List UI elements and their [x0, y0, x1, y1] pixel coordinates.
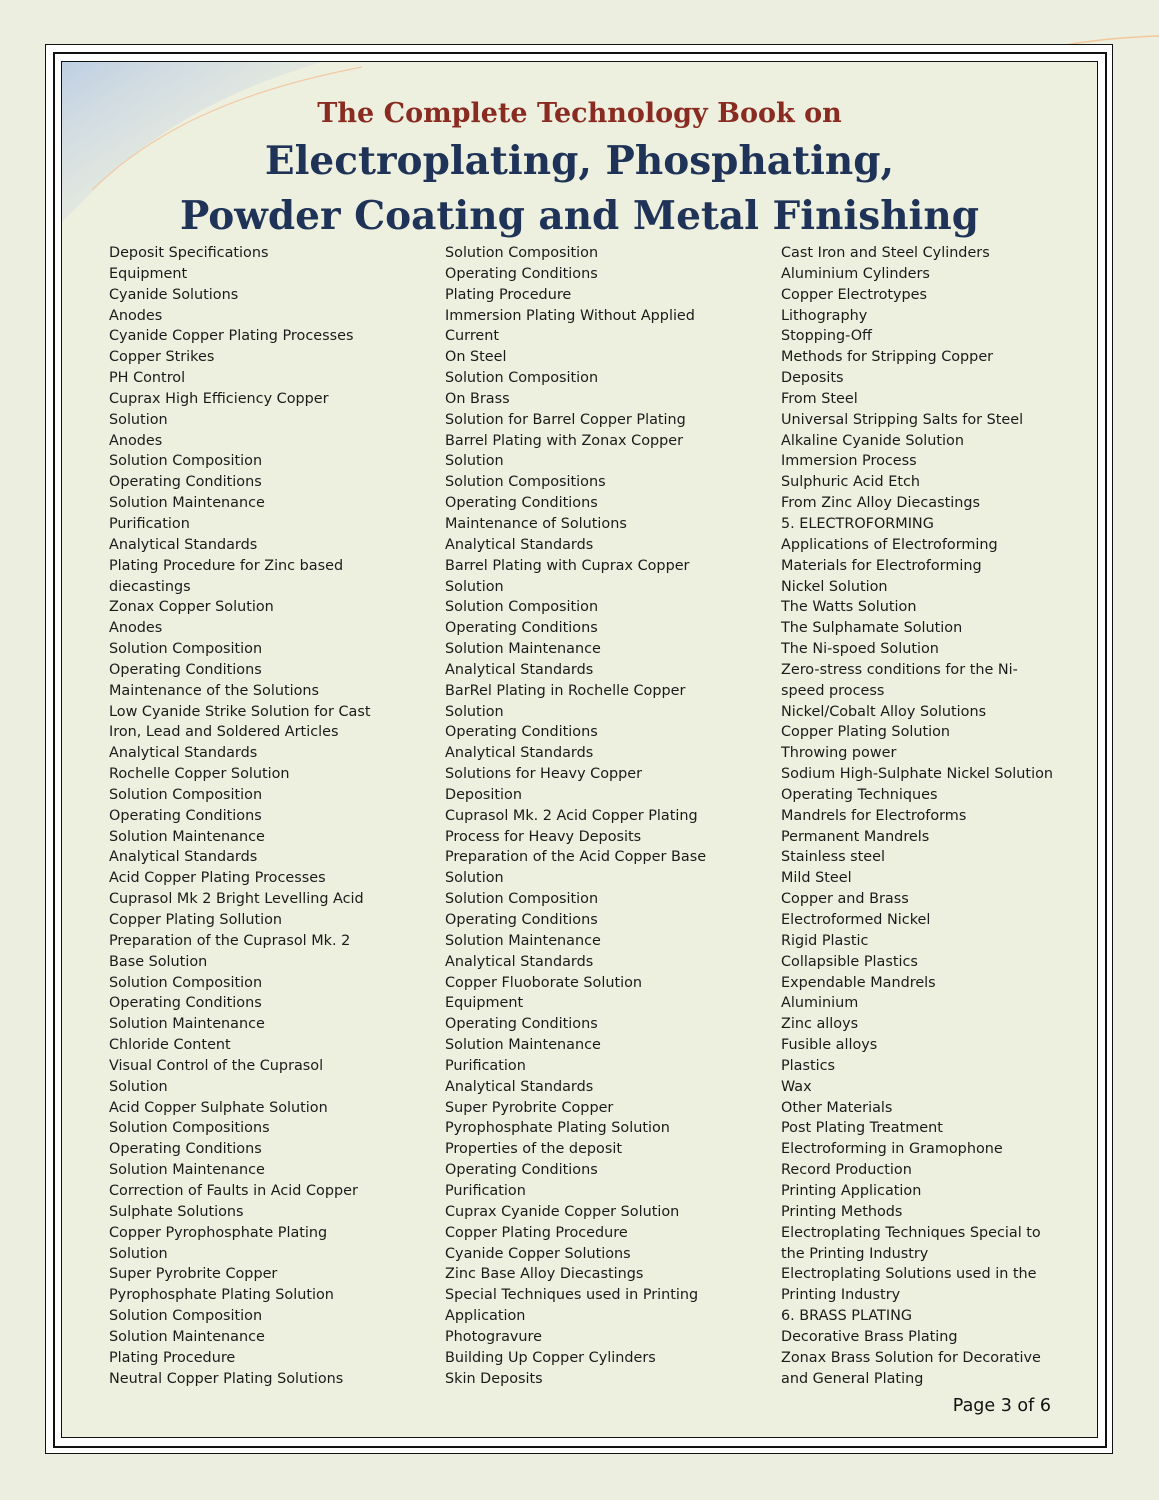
contents-entry: Operating Conditions	[445, 1016, 598, 1033]
contents-entry: Solution Composition	[445, 599, 599, 616]
contents-entry: Neutral Copper Plating Solutions	[109, 1370, 344, 1387]
contents-entry: Stainless steel	[781, 849, 885, 866]
contents-entry: Decorative Brass Plating	[781, 1328, 958, 1345]
contents-entry: Acid Copper Plating Processes	[109, 870, 326, 887]
contents-entry: PH Control	[109, 370, 186, 387]
contents-entry: Nickel/Cobalt Alloy Solutions	[781, 703, 987, 720]
contents-entry: Copper Pyrophosphate Plating	[109, 1224, 328, 1241]
contents-entry: Aluminium Cylinders	[781, 265, 930, 282]
contents-entry: Solution Composition	[109, 786, 263, 803]
contents-entry: Iron, Lead and Soldered Articles	[109, 724, 339, 741]
contents-entry: Methods for Stripping Copper	[781, 349, 994, 366]
contents-entry: Plating Procedure	[445, 286, 572, 303]
contents-entry: Building Up Copper Cylinders	[445, 1349, 656, 1366]
contents-entry: Stopping-Off	[781, 328, 872, 345]
contents-entry: Solution Composition	[109, 453, 263, 470]
contents-entry: Analytical Standards	[445, 745, 594, 762]
contents-entry: Copper Strikes	[109, 349, 215, 366]
contents-entry: Zinc Base Alloy Diecastings	[445, 1266, 644, 1283]
contents-entry: Super Pyrobrite Copper	[109, 1266, 278, 1283]
contents-column-2	[445, 243, 706, 1389]
contents-entry: Operating Conditions	[445, 1162, 598, 1179]
contents-entry: Other Materials	[781, 1099, 893, 1116]
contents-entry: Solution Maintenance	[109, 495, 265, 512]
contents-entry: Solution Composition	[445, 370, 599, 387]
contents-entry: Collapsible Plastics	[781, 953, 918, 970]
contents-entry: Aluminium	[781, 995, 859, 1012]
contents-entry: Pyrophosphate Plating Solution	[445, 1120, 670, 1137]
contents-entry: Lithography	[781, 307, 868, 324]
contents-entry: Solution	[109, 1078, 168, 1095]
contents-entry: Solution for Barrel Copper Plating	[445, 411, 686, 428]
contents-entry: Materials for Electroforming	[781, 557, 982, 574]
contents-entry: Process for Heavy Deposits	[445, 828, 642, 845]
contents-entry: Solution Maintenance	[445, 641, 601, 658]
contents-entry: Preparation of the Cuprasol Mk. 2	[109, 932, 351, 949]
contents-entry: Applications of Electroforming	[781, 536, 998, 553]
contents-entry: Record Production	[781, 1162, 912, 1179]
contents-entry: Throwing power	[781, 745, 897, 762]
contents-column-3	[781, 243, 1053, 1389]
contents-entry: Solution Maintenance	[445, 1037, 601, 1054]
contents-entry: Zonax Brass Solution for Decorative	[781, 1349, 1041, 1366]
contents-entry: Printing Methods	[781, 1203, 903, 1220]
contents-entry: Solution Compositions	[445, 474, 606, 491]
contents-entry: Low Cyanide Strike Solution for Cast	[109, 703, 371, 720]
contents-column-1	[109, 243, 370, 1389]
contents-entry: Electroformed Nickel	[781, 912, 931, 928]
contents-entry: Cyanide Solutions	[109, 286, 239, 303]
contents-entry: Solution	[445, 703, 504, 720]
contents-entry: Mild Steel	[781, 870, 852, 887]
contents-entry: Operating Conditions	[109, 474, 262, 491]
contents-entry: Rochelle Copper Solution	[109, 766, 290, 783]
contents-entry: Analytical Standards	[109, 745, 258, 762]
contents-entry: Super Pyrobrite Copper	[445, 1099, 614, 1116]
contents-entry: Preparation of the Acid Copper Base	[445, 849, 707, 866]
contents-entry: Solution Composition	[109, 974, 263, 991]
contents-entry: Deposit Specifications	[109, 245, 269, 261]
page-number: Page 3 of 6	[952, 1396, 1051, 1416]
contents-entry: Properties of the deposit	[445, 1141, 623, 1158]
contents-entry: Immersion Plating Without Applied	[445, 307, 695, 324]
contents-entry: Solution Maintenance	[109, 1162, 265, 1179]
contents-entry: Zonax Copper Solution	[109, 599, 274, 616]
contents-entry: Purification	[445, 1182, 526, 1199]
contents-entry: Anodes	[109, 432, 163, 449]
title-main-line-1: Electroplating, Phosphating,	[264, 138, 895, 184]
contents-entry: Mandrels for Electroforms	[781, 807, 967, 824]
contents-entry: Purification	[445, 1057, 526, 1074]
contents-entry: Pyrophosphate Plating Solution	[109, 1287, 334, 1304]
contents-entry: BarRel Plating in Rochelle Copper	[445, 682, 686, 699]
contents-entry: and General Plating	[781, 1370, 924, 1387]
contents-entry: Solution Composition	[109, 641, 263, 658]
contents-entry: Analytical Standards	[445, 1078, 594, 1095]
contents-entry: Barrel Plating with Zonax Copper	[445, 432, 684, 449]
contents-entry: 6. BRASS PLATING	[781, 1308, 912, 1325]
contents-entry: Copper Electrotypes	[781, 286, 928, 303]
title-subtitle: The Complete Technology Book on	[317, 98, 842, 129]
contents-entry: Barrel Plating with Cuprax Copper	[445, 557, 690, 574]
contents-entry: Expendable Mandrels	[781, 974, 936, 991]
contents-entry: Maintenance of the Solutions	[109, 682, 320, 699]
contents-entry: Photogravure	[445, 1328, 543, 1345]
contents-entry: Operating Techniques	[781, 786, 938, 803]
contents-entry: Solution	[109, 1245, 168, 1262]
contents-entry: Zinc alloys	[781, 1016, 859, 1033]
contents-entry: Solution	[445, 453, 504, 470]
contents-entry: Solution Composition	[445, 245, 599, 261]
contents-entry: Analytical Standards	[109, 536, 258, 553]
contents-entry: Immersion Process	[781, 453, 917, 470]
contents-entry: Analytical Standards	[445, 953, 594, 970]
contents-entry: Operating Conditions	[109, 807, 262, 824]
contents-entry: Solution Compositions	[109, 1120, 270, 1137]
contents-entry: Operating Conditions	[445, 495, 598, 512]
contents-entry: Cyanide Copper Solutions	[445, 1245, 631, 1262]
contents-entry: Operating Conditions	[109, 1141, 262, 1158]
contents-entry: Analytical Standards	[445, 661, 594, 678]
contents-entry: Post Plating Treatment	[781, 1120, 943, 1137]
contents-entry: Sodium High-Sulphate Nickel Solution	[781, 766, 1053, 783]
contents-entry: Cuprasol Mk 2 Bright Levelling Acid	[109, 891, 364, 908]
contents-entry: Analytical Standards	[109, 849, 258, 866]
contents-entry: The Ni-spoed Solution	[781, 641, 939, 658]
contents-entry: The Sulphamate Solution	[781, 620, 963, 637]
contents-entry: Sulphuric Acid Etch	[781, 474, 921, 491]
contents-entry: Skin Deposits	[445, 1370, 543, 1387]
contents-entry: Solution	[109, 411, 168, 428]
contents-entry: Electroplating Techniques Special to	[781, 1224, 1041, 1241]
contents-entry: Chloride Content	[109, 1037, 231, 1054]
contents-entry: Wax	[781, 1078, 812, 1095]
contents-entry: Deposition	[445, 786, 522, 803]
contents-entry: Maintenance of Solutions	[445, 515, 627, 532]
contents-entry: Universal Stripping Salts for Steel	[781, 411, 1024, 428]
contents-entry: Correction of Faults in Acid Copper	[109, 1182, 358, 1199]
contents-entry: Electroplating Solutions used in the	[781, 1266, 1037, 1283]
contents-entry: diecastings	[109, 578, 191, 595]
contents-entry: Nickel Solution	[781, 578, 888, 595]
contents-entry: Operating Conditions	[445, 620, 598, 637]
contents-entry: Cuprax Cyanide Copper Solution	[445, 1203, 680, 1220]
contents-entry: Equipment	[445, 995, 524, 1012]
contents-entry: Printing Application	[781, 1182, 922, 1199]
contents-entry: Electroforming in Gramophone	[781, 1141, 1003, 1158]
contents-entry: Solution	[445, 578, 504, 595]
contents-entry: Analytical Standards	[445, 536, 594, 553]
contents-entry: Plastics	[781, 1057, 836, 1074]
contents-entry: Application	[445, 1308, 526, 1325]
contents-entry: Cuprax High Efficiency Copper	[109, 390, 329, 407]
contents-entry: From Zinc Alloy Diecastings	[781, 495, 980, 512]
contents-entry: The Watts Solution	[781, 599, 917, 616]
contents-entry: On Brass	[445, 390, 510, 407]
contents-entry: Solution Composition	[109, 1308, 263, 1325]
contents-entry: Acid Copper Sulphate Solution	[109, 1099, 328, 1116]
contents-entry: Rigid Plastic	[781, 932, 869, 949]
contents-entry: Zero-stress conditions for the Ni-	[781, 661, 1018, 678]
contents-entry: Operating Conditions	[445, 265, 598, 282]
contents-entry: Solution Composition	[445, 891, 599, 908]
contents-entry: Visual Control of the Cuprasol	[109, 1057, 324, 1074]
contents-entry: Copper Plating Solution	[781, 724, 951, 741]
contents-entry: Operating Conditions	[109, 661, 262, 678]
contents-entry: Deposits	[781, 370, 844, 387]
title-main-line-2: Powder Coating and Metal Finishing	[180, 193, 979, 239]
contents-entry: Equipment	[109, 265, 188, 282]
contents-entry: Solution Maintenance	[109, 1016, 265, 1033]
contents-entry: Copper Plating Procedure	[445, 1224, 628, 1241]
contents-entry: Operating Conditions	[445, 724, 598, 741]
contents-entry: Alkaline Cyanide Solution	[781, 432, 964, 449]
contents-entry: Anodes	[109, 620, 163, 637]
contents-entry: Base Solution	[109, 953, 208, 970]
contents-entry: Fusible alloys	[781, 1037, 878, 1054]
contents-entry: Permanent Mandrels	[781, 828, 930, 845]
contents-entry: Solution Maintenance	[445, 932, 601, 949]
contents-entry: Anodes	[109, 307, 163, 324]
contents-entry: Plating Procedure	[109, 1349, 236, 1366]
contents-entry: Copper and Brass	[781, 891, 909, 908]
contents-entry: Plating Procedure for Zinc based	[109, 557, 344, 574]
contents-entry: Cast Iron and Steel Cylinders	[781, 245, 990, 261]
contents-entry: the Printing Industry	[781, 1245, 929, 1262]
contents-entry: Solution	[445, 870, 504, 887]
contents-entry: Special Techniques used in Printing	[445, 1287, 699, 1304]
contents-entry: Current	[445, 328, 500, 345]
content-panel	[61, 61, 1098, 1438]
contents-entry: Purification	[109, 515, 190, 532]
contents-entry: Copper Plating Sollution	[109, 912, 283, 928]
contents-entry: Cuprasol Mk. 2 Acid Copper Plating	[445, 807, 698, 824]
contents-entry: From Steel	[781, 390, 858, 407]
contents-entry: 5. ELECTROFORMING	[781, 515, 934, 532]
contents-entry: Solutions for Heavy Copper	[445, 766, 643, 783]
contents-entry: Sulphate Solutions	[109, 1203, 244, 1220]
contents-entry: Solution Maintenance	[109, 1328, 265, 1345]
contents-entry: Operating Conditions	[445, 912, 598, 928]
contents-entry: Operating Conditions	[109, 995, 262, 1012]
contents-entry: Solution Maintenance	[109, 828, 265, 845]
contents-entry: speed process	[781, 682, 885, 699]
contents-entry: Printing Industry	[781, 1287, 901, 1304]
contents-entry: On Steel	[445, 349, 507, 366]
contents-entry: Cyanide Copper Plating Processes	[109, 328, 354, 345]
contents-entry: Copper Fluoborate Solution	[445, 974, 643, 991]
